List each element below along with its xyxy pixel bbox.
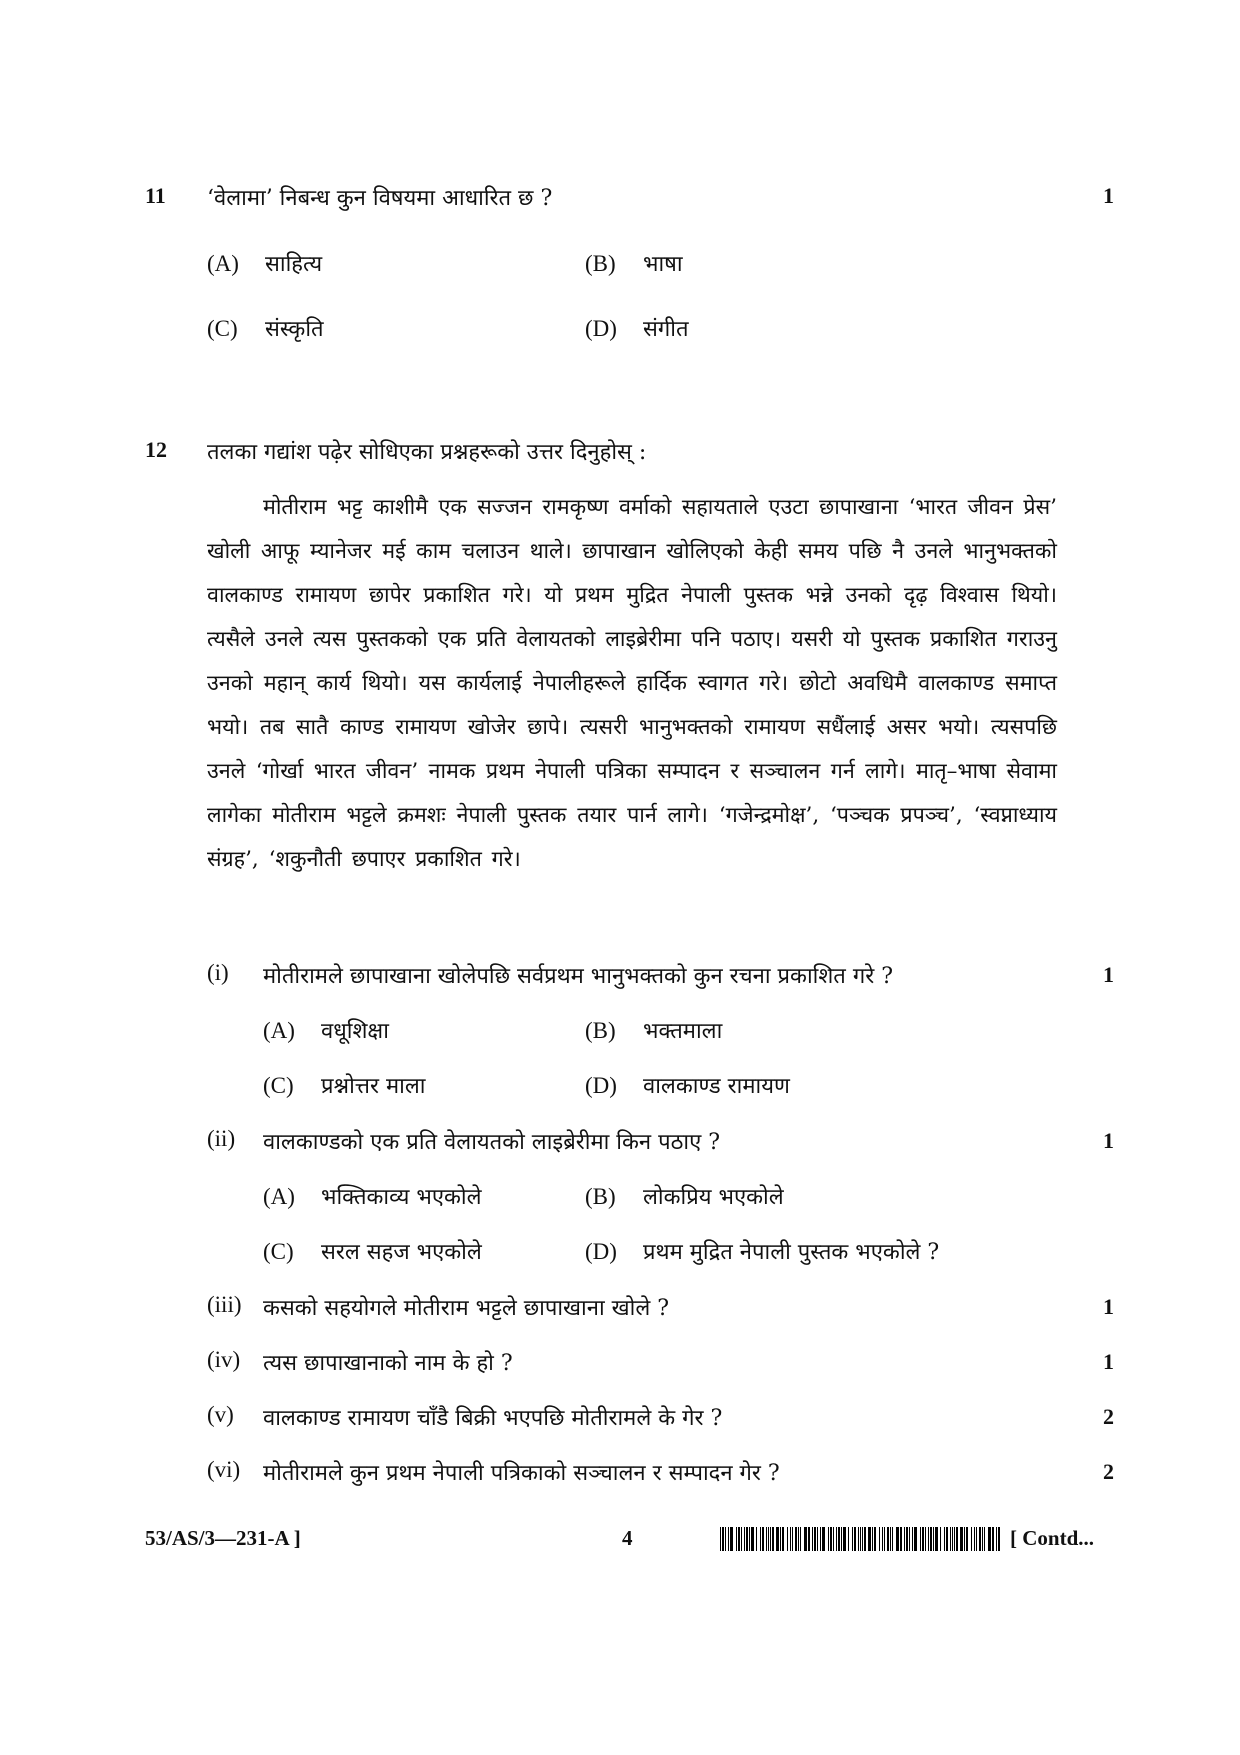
option-text: वधूशिक्षा: [321, 1019, 389, 1044]
sub-iii-text: कसको सहयोगले मोतीराम भट्टले छापाखाना खोले ?: [263, 1296, 670, 1321]
barcode-bar: [822, 1527, 825, 1551]
barcode-bar: [864, 1527, 866, 1551]
sub-v-text: वालकाण्ड रामायण चाँडै बिक्री भएपछि मोतीरामले के गेर ?: [263, 1406, 723, 1431]
barcode-bar: [841, 1527, 842, 1551]
barcode-bar: [828, 1527, 829, 1551]
barcode-bar: [812, 1527, 813, 1551]
barcode-bar: [741, 1527, 742, 1551]
sub-iv-marks: 1: [1103, 1349, 1114, 1374]
barcode-bar: [872, 1527, 873, 1551]
barcode-bar: [909, 1527, 910, 1551]
option-label: (D): [585, 1239, 617, 1264]
barcode-bar: [868, 1527, 871, 1551]
barcode-bar: [800, 1527, 801, 1551]
barcode-bar: [725, 1527, 726, 1551]
barcode-bar: [933, 1527, 934, 1551]
barcode-bar: [756, 1527, 757, 1551]
barcode-bar: [964, 1527, 965, 1551]
option-label: (D): [585, 1073, 617, 1098]
option-text: भक्तमाला: [643, 1019, 723, 1044]
barcode-bar: [984, 1527, 985, 1551]
barcode-bar: [730, 1527, 733, 1551]
barcode-bar: [862, 1527, 863, 1551]
barcode-bar: [817, 1527, 818, 1551]
barcode-bar: [976, 1527, 977, 1551]
q12-number: 12: [145, 437, 167, 462]
barcode-bar: [944, 1527, 945, 1551]
barcode-bar: [988, 1527, 991, 1551]
sub-vi-marks: 2: [1103, 1459, 1114, 1484]
barcode-bar: [996, 1527, 997, 1551]
sub-i-option-a: [263, 1015, 389, 1045]
barcode-bar: [838, 1527, 840, 1551]
option-text: भाषा: [643, 252, 683, 277]
q11-marks: 1: [1103, 183, 1114, 208]
barcode-bar: [762, 1527, 764, 1551]
barcode-bar: [830, 1527, 832, 1551]
barcode-bar: [922, 1527, 924, 1551]
option-text: वालकाण्ड रामायण: [643, 1074, 790, 1099]
option-text: भक्तिकाव्य भएकोले: [321, 1185, 482, 1210]
barcode-bar: [820, 1527, 821, 1551]
sub-vi-label: (vi): [207, 1457, 241, 1482]
barcode-bar: [874, 1527, 876, 1551]
barcode-bar: [836, 1527, 837, 1551]
barcode-bar: [720, 1527, 721, 1551]
barcode-bar: [798, 1527, 799, 1551]
sub-i-marks: 1: [1103, 962, 1114, 987]
barcode-bar: [843, 1527, 846, 1551]
barcode-bar: [882, 1527, 883, 1551]
barcode-bar: [744, 1527, 745, 1551]
barcode-bar: [746, 1527, 748, 1551]
barcode-bar: [833, 1527, 834, 1551]
sub-iii-label: (iii): [207, 1292, 242, 1317]
q11-text: ‘वेलामा’ निबन्ध कुन विषयमा आधारित छ ?: [207, 186, 553, 211]
option-label: (C): [207, 316, 238, 341]
sub-ii-label: (ii): [207, 1126, 236, 1151]
page-number: 4: [622, 1526, 633, 1550]
barcode-bar: [912, 1527, 913, 1551]
option-label: (B): [585, 1018, 616, 1043]
option-label: (A): [263, 1018, 295, 1043]
q12-passage: मोतीराम भट्ट काशीमै एक सज्जन रामकृष्ण वर्माको सहायताले एउटा छापाखाना ‘भारत जीवन प्रेस’ खोली आफू म्यानेजर मई काम चलाउन थाले। छापाखान खोलिएको केही समय पछि नै उनले भानुभक्तको वालकाण्ड रामायण छापेर प्रकाशित गरे। यो प्रथम मुद्रित नेपाली पुस्तक भन्ने उनको दृढ़ विश्वास थियो। त्यसैले उनले त्यस पुस्तकको एक प्रति वेलायतको लाइब्रेरीमा पनि पठाए। यसरी यो पुस्तक प्रकाशित गराउनु उनको महान् कार्य थियो। यस कार्यलाई नेपालीहरूले हार्दिक स्वागत गरे। छोटो अवधिमै वालकाण्ड समाप्त भयो। तब सातै काण्ड रामायण खोजेर छापे। त्यसरी भानुभक्तको रामायण सधैंलाई असर भयो। त्यसपछि उनले ‘गोर्खा भारत जीवन’ नामक प्रथम नेपाली पत्रिका सम्पादन र सञ्चालन गर्न लागे। मातृ–भाषा सेवामा लागेका मोतीराम भट्टले क्रमशः नेपाली पुस्तक तयार पार्न लागे। ‘गजेन्द्रमोक्ष’, ‘पञ्चक प्रपञ्च’, ‘स्वप्नाध्याय संग्रह’, ‘शकुनौती छपाएर प्रकाशित गरे।: [207, 495, 1057, 872]
barcode-bar: [848, 1527, 849, 1551]
sub-i-option-b: [585, 1015, 722, 1045]
barcode-bar: [954, 1527, 955, 1551]
sub-ii-option-c: [263, 1236, 482, 1266]
q11-option-c: [207, 313, 324, 343]
barcode-bar: [904, 1527, 905, 1551]
option-text: सरल सहज भएकोले: [321, 1240, 482, 1265]
sub-ii-marks: 1: [1103, 1128, 1114, 1153]
barcode-bar: [879, 1527, 880, 1551]
barcode-bar: [900, 1527, 902, 1551]
barcode-bar: [858, 1527, 859, 1551]
barcode-bar: [960, 1527, 963, 1551]
barcode-bar: [956, 1527, 958, 1551]
q11-number: 11: [145, 183, 166, 208]
barcode-bar: [966, 1527, 968, 1551]
barcode-bar: [854, 1527, 856, 1551]
barcode-bar: [766, 1527, 767, 1551]
sub-i-option-d: [585, 1070, 790, 1100]
option-text: साहित्य: [265, 252, 323, 277]
barcode-bar: [751, 1527, 754, 1551]
q12-text: तलका गद्यांश पढ़ेर सोधिएका प्रश्नहरूको उत्तर दिनुहोस् :: [207, 440, 647, 465]
barcode-bar: [974, 1527, 975, 1551]
barcode-bar: [787, 1527, 788, 1551]
barcode-bar: [852, 1527, 853, 1551]
option-text: संस्कृति: [265, 317, 324, 342]
barcode-bar: [979, 1527, 981, 1551]
q11-option-b: [585, 248, 683, 278]
barcode-bar: [728, 1527, 729, 1551]
option-text: लोकप्रिय भएकोले: [643, 1185, 784, 1210]
barcode-bar: [952, 1527, 953, 1551]
q11-option-d: [585, 313, 689, 343]
barcode-bar: [760, 1527, 761, 1551]
sub-iv-label: (iv): [207, 1347, 241, 1372]
option-text: संगीत: [643, 317, 689, 342]
barcode-bar: [906, 1527, 908, 1551]
sub-iii-marks: 1: [1103, 1294, 1114, 1319]
option-label: (A): [263, 1184, 295, 1209]
option-label: (B): [585, 251, 616, 276]
sub-vi-text: मोतीरामले कुन प्रथम नेपाली पत्रिकाको सञ्चालन र सम्पादन गेर ?: [263, 1461, 780, 1486]
barcode-bar: [722, 1527, 724, 1551]
barcode-bar: [925, 1527, 926, 1551]
barcode-bar: [792, 1527, 793, 1551]
barcode-bar: [940, 1527, 941, 1551]
barcode-bar: [804, 1527, 807, 1551]
barcode-bar: [776, 1527, 779, 1551]
barcode-bar: [795, 1527, 797, 1551]
contd-label: [ Contd...: [1010, 1526, 1095, 1550]
option-label: (D): [585, 316, 617, 341]
barcode-bar: [946, 1527, 948, 1551]
sub-i-option-c: [263, 1070, 425, 1100]
barcode-bar: [890, 1527, 891, 1551]
option-text: प्रश्नोत्तर माला: [321, 1074, 426, 1099]
barcode-bar: [920, 1527, 921, 1551]
option-label: (C): [263, 1073, 294, 1098]
barcode-bar: [738, 1527, 740, 1551]
barcode-bar: [790, 1527, 791, 1551]
barcode-bar: [914, 1527, 917, 1551]
barcode-bar: [982, 1527, 983, 1551]
barcode-bar: [928, 1527, 929, 1551]
sub-i-label: (i): [207, 960, 229, 985]
barcode-bar: [930, 1527, 932, 1551]
barcode-bar: [884, 1527, 885, 1551]
barcode-bar: [887, 1527, 889, 1551]
sub-v-label: (v): [207, 1402, 234, 1427]
barcode-bar: [860, 1527, 861, 1551]
option-text: प्रथम मुद्रित नेपाली पुस्तक भएकोले ?: [643, 1240, 940, 1265]
barcode-bar: [814, 1527, 816, 1551]
barcode-bar: [780, 1527, 781, 1551]
barcode-bar: [808, 1527, 810, 1551]
barcode-bar: [950, 1527, 951, 1551]
barcode-bar: [896, 1527, 899, 1551]
sub-ii-option-b: [585, 1181, 784, 1211]
barcode-bar: [772, 1527, 774, 1551]
barcode-bar: [768, 1527, 769, 1551]
sub-v-marks: 2: [1103, 1404, 1114, 1429]
option-label: (B): [585, 1184, 616, 1209]
barcode: [720, 1527, 1005, 1551]
barcode-bar: [782, 1527, 784, 1551]
barcode-bar: [749, 1527, 750, 1551]
barcode-bar: [992, 1527, 994, 1551]
sub-iv-text: त्यस छापाखानाको नाम के हो ?: [263, 1351, 513, 1376]
sub-ii-option-d: [585, 1236, 939, 1266]
barcode-bar: [998, 1527, 1000, 1551]
paper-code: 53/AS/3—231-A ]: [145, 1526, 301, 1550]
option-label: (C): [263, 1239, 294, 1264]
barcode-bar: [971, 1527, 972, 1551]
sub-ii-option-a: [263, 1181, 482, 1211]
q11-option-a: [207, 248, 322, 278]
barcode-bar: [935, 1527, 938, 1551]
option-label: (A): [207, 251, 239, 276]
sub-i-text: मोतीरामले छापाखाना खोलेपछि सर्वप्रथम भानुभक्तको कुन रचना प्रकाशित गरे ?: [263, 964, 894, 989]
sub-ii-text: वालकाण्डको एक प्रति वेलायतको लाइब्रेरीमा किन पठाए ?: [263, 1130, 721, 1155]
barcode-bar: [892, 1527, 893, 1551]
barcode-bar: [770, 1527, 771, 1551]
barcode-bar: [736, 1527, 737, 1551]
